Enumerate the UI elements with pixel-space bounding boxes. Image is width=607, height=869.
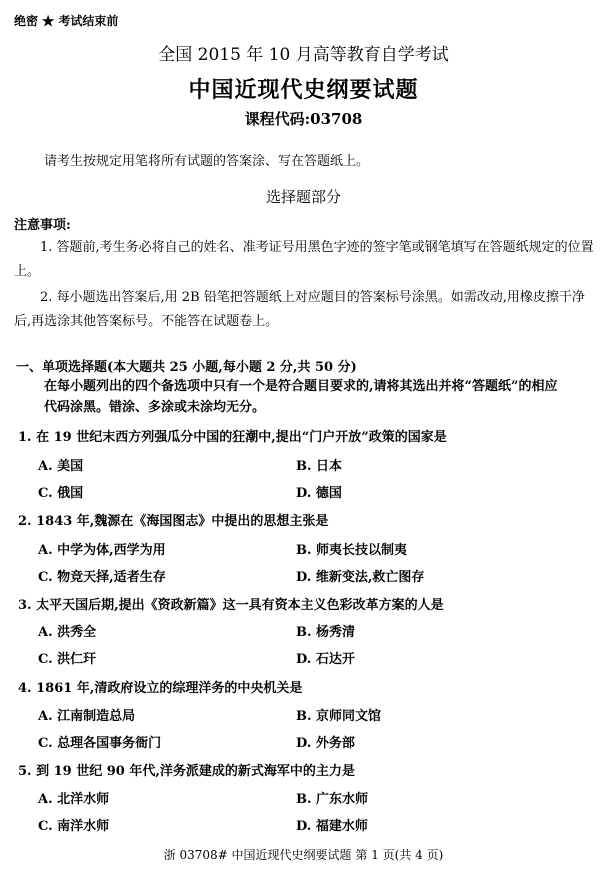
question-2-option-d: D. 维新变法,救亡图存 [296, 570, 425, 585]
question-5-stem: 5. 到 19 世纪 90 年代,洋务派建成的新式海军中的主力是 [18, 764, 355, 779]
question-5-option-c: C. 南洋水师 [38, 819, 110, 834]
notice-heading: 注意事项: [14, 218, 71, 233]
question-4-option-d: D. 外务部 [296, 736, 355, 751]
question-2-option-c: C. 物竞天择,适者生存 [38, 570, 166, 585]
question-1-option-d: D. 德国 [296, 486, 342, 501]
page-title: 中国近现代史纲要试题 [188, 77, 419, 103]
question-1-option-c: C. 俄国 [38, 486, 84, 501]
question-4-stem: 4. 1861 年,清政府设立的综理洋务的中央机关是 [18, 681, 303, 696]
question-2-stem: 2. 1843 年,魏源在《海国图志》中提出的思想主张是 [18, 514, 329, 529]
question-3-option-c: C. 洪仁玕 [38, 652, 97, 667]
exam-line: 全国 2015 年 10 月高等教育自学考试 [158, 45, 449, 65]
question-1-stem: 1. 在 19 世纪末西方列强瓜分中国的狂潮中,提出“门户开放”政策的国家是 [18, 430, 447, 445]
question-4-option-b: B. 京师同文馆 [296, 709, 382, 724]
question-5-option-a: A. 北洋水师 [38, 792, 110, 807]
page-footer: 浙 03708# 中国近现代史纲要试题 第 1 页(共 4 页) [163, 848, 444, 862]
question-5-option-b: B. 广东水师 [296, 792, 369, 807]
question-3-stem: 3. 太平天国后期,提出《资政新篇》这一具有资本主义色彩改革方案的人是 [18, 598, 444, 613]
question-3-option-a: A. 洪秀全 [38, 625, 97, 640]
question-3-option-d: D. 石达开 [296, 652, 355, 667]
part-title: 选择题部分 [265, 188, 341, 206]
answer-instruction: 请考生按规定用笔将所有试题的答案涂、写在答题纸上。 [44, 154, 370, 169]
secret-note: 绝密 ★ 考试结束前 [14, 14, 119, 28]
question-4-option-c: C. 总理各国事务衙门 [38, 736, 162, 751]
section-description: 在每小题列出的四个备选项中只有一个是符合题目要求的,请将其选出并将“答题纸”的相应代码涂黑。错涂、多涂或未涂均无分。 [44, 379, 558, 415]
question-1-option-a: A. 美国 [38, 459, 84, 474]
question-4-option-a: A. 江南制造总局 [38, 709, 136, 724]
notice-item-2: 2. 每小题选出答案后,用 2B 铅笔把答题纸上对应题目的答案标号涂黑。如需改动,用橡皮擦干净后,再选涂其他答案标号。不能答在试题卷上。 [14, 290, 585, 329]
section-heading: 一、单项选择题(本大题共 25 小题,每小题 2 分,共 50 分) [16, 360, 357, 375]
course-code: 课程代码:03708 [244, 110, 363, 128]
question-5-option-d: D. 福建水师 [296, 819, 368, 834]
question-2-option-a: A. 中学为体,西学为用 [38, 543, 166, 558]
question-3-option-b: B. 杨秀清 [296, 625, 356, 640]
question-2-option-b: B. 师夷长技以制夷 [296, 543, 408, 558]
question-1-option-b: B. 日本 [296, 459, 343, 474]
notice-item-1: 1. 答题前,考生务必将自己的姓名、准考证号用黑色字迹的签字笔或钢笔填写在答题纸规定的位置上。 [14, 240, 594, 279]
